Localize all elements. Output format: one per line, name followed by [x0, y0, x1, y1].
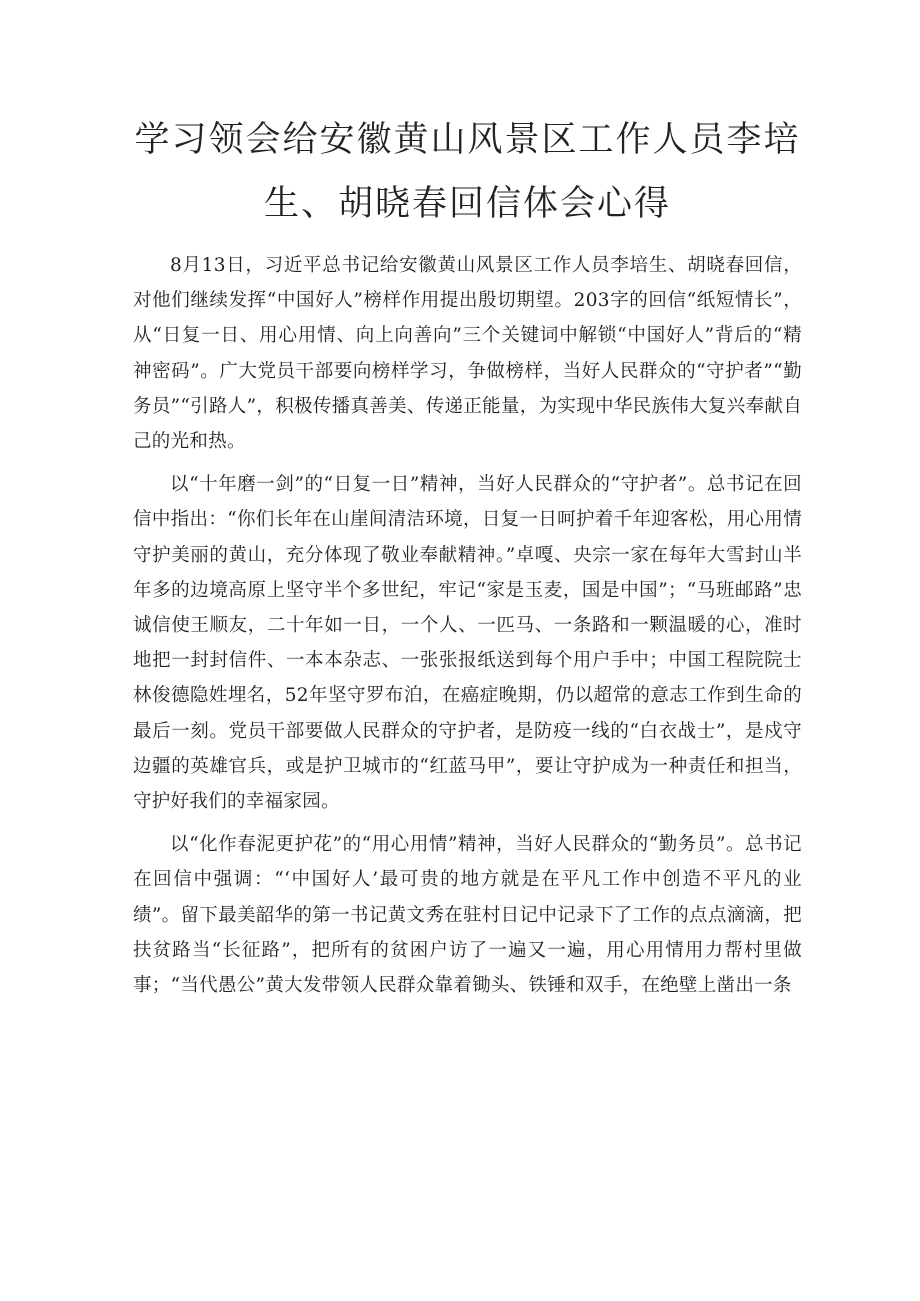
document-body — [133, 248, 802, 1003]
document-title — [133, 108, 802, 236]
paragraph-1: 8月13日，习近平总书记给安徽黄山风景区工作人员李培生、胡晓春回信，对他们继续发挥“中国好人”榜样作用提出殷切期望。203字的回信“纸短情长”，从“日复一日、用心用情、向上向善向”三个关键词中解锁“中国好人”背后的“精神密码”。广大党员干部要向榜样学习，争做榜样，当好人民群众的“守护者”“勤务员”“引路人”，积极传播真善美、传递正能量，为实现中华民族伟大复兴奉献自己的光和热。 — [133, 255, 802, 453]
paragraph-3: 以“化作春泥更护花”的“用心用情”精神，当好人民群众的“勤务员”。总书记在回信中强调：“‘中国好人’最可贵的地方就是在平凡工作中创造不平凡的业绩”。留下最美韶华的第一书记黄文秀在驻村日记中记录下了工作的点点滴滴，把扶贫路当“长征路”，把所有的贫困户访了一遍又一遍，用心用情用力帮村里做事；“当代愚公”黄大发带领人民群众靠着锄头、铁锤和双手，在绝壁上凿出一条 — [133, 834, 802, 997]
paragraph-2: 以“十年磨一剑”的“日复一日”精神，当好人民群众的“守护者”。总书记在回信中指出：“你们长年在山崖间清洁环境，日复一日呵护着千年迎客松，用心用情守护美丽的黄山，充分体现了敬业奉献精神。”卓嘎、央宗一家在每年大雪封山半年多的边境高原上坚守半个多世纪，牢记“家是玉麦，国是中国”；“马班邮路”忠诚信使王顺友，二十年如一日，一个人、一匹马、一条路和一颗温暖的心，准时地把一封封信件、一本本杂志、一张张报纸送到每个用户手中；中国工程院院士林俊德隐姓埋名，52年坚守罗布泊，在癌症晚期，仍以超常的意志工作到生命的最后一刻。党员干部要做人民群众的守护者，是防疫一线的“白衣战士”，是戍守边疆的英雄官兵，或是护卫城市的“红蓝马甲”，要让守护成为一种责任和担当，守护好我们的幸福家园。 — [133, 474, 802, 813]
title-line-1: 学习领会给安徽黄山风景区工作人员李培 — [134, 120, 801, 160]
title-line-2: 生、胡晓春回信体会心得 — [263, 184, 671, 224]
